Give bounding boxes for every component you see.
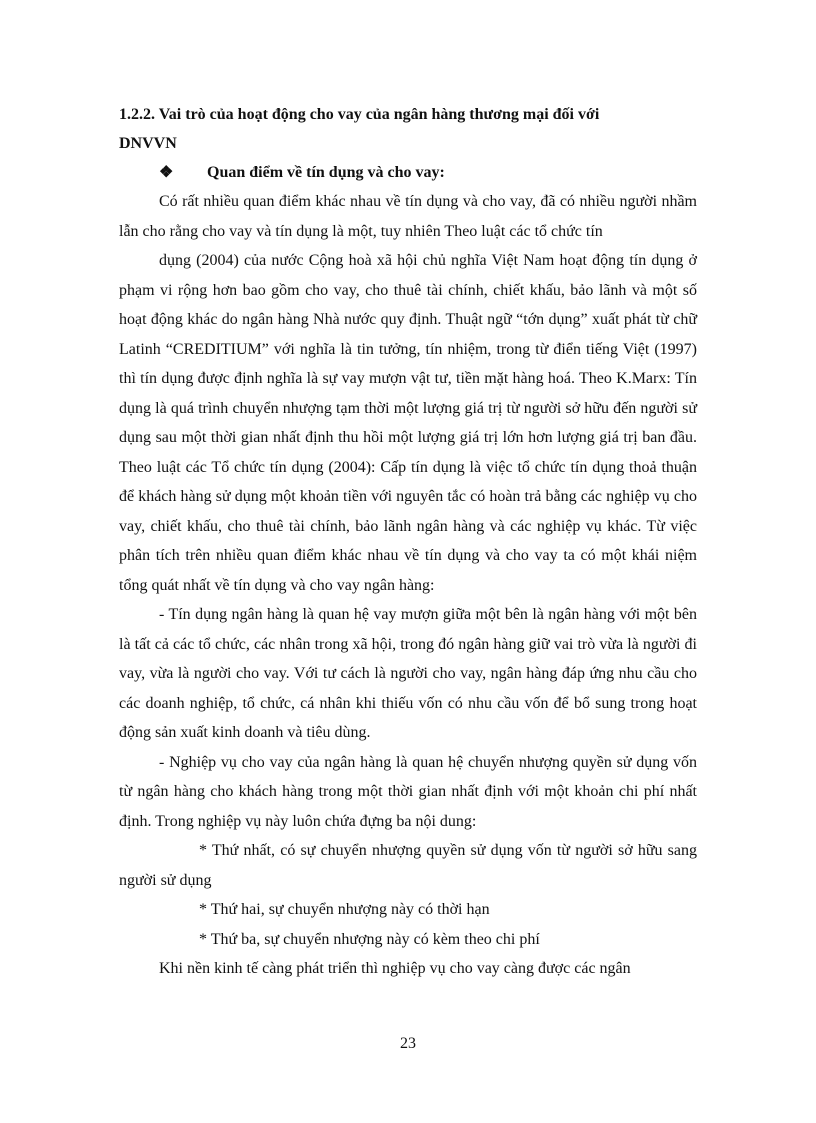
list-item-third: * Thứ ba, sự chuyển nhượng này có kèm theo chi phí bbox=[199, 930, 540, 948]
page-content bbox=[119, 100, 697, 984]
paragraph-definition: dụng (2004) của nước Cộng hoà xã hội chủ nghĩa Việt Nam hoạt động tín dụng ở phạm vi rộng hơn bao gồm cho vay, cho thuê tài chính, chiết khấu, bảo lãnh và một số hoạt động khác do ngân hàng Nhà nước quy định. Thuật ngữ “tớn dụng” xuất phát từ chữ Latinh “CREDITIUM” với nghĩa là tin tưởng, tín nhiệm, trong từ điển tiếng Việt (1997) thì tín dụng được định nghĩa là sự vay mượn vật tư, tiền mặt hàng hoá. Theo K.Marx: Tín dụng là quá trình chuyển nhượng tạm thời một lượng giá trị từ người sở hữu đến người sử dụng sau một thời gian nhất định thu hồi một lượng giá trị lớn hơn lượng giá trị ban đầu. Theo luật các Tổ chức tín dụng (2004): Cấp tín dụng là việc tổ chức tín dụng thoả thuận để khách hàng sử dụng một khoản tiền với nguyên tắc có hoàn trả bằng các nghiệp vụ cho vay, chiết khấu, cho thuê tài chính, bảo lãnh ngân hàng và các nghiệp vụ khác. Từ việc phân tích trên nhiều quan điểm khác nhau về tín dụng và cho vay ta có một khái niệm tổng quát nhất về tín dụng và cho vay ngân hàng: bbox=[119, 252, 697, 594]
section-heading-line-2: DNVVN bbox=[119, 135, 177, 152]
list-item-second: * Thứ hai, sự chuyển nhượng này có thời hạn bbox=[199, 901, 490, 918]
diamond-bullet-icon: ❖ bbox=[159, 164, 174, 181]
section-heading-line-1: 1.2.2. Vai trò của hoạt động cho vay của ngân hàng thương mại đối với bbox=[119, 106, 600, 123]
paragraph-bank-credit: - Tín dụng ngân hàng là quan hệ vay mượn giữa một bên là ngân hàng với một bên là tất cả các tổ chức, các nhân trong xã hội, trong đó ngân hàng giữ vai trò vừa là người đi vay, vừa là người cho vay. Với tư cách là người cho vay, ngân hàng đáp ứng nhu cầu cho các doanh nghiệp, tổ chức, cá nhân khi thiếu vốn có nhu cầu vốn để bổ sung trong hoạt động sản xuất kinh doanh và tiêu dùng. bbox=[119, 606, 697, 741]
paragraph-lending-operation: - Nghiệp vụ cho vay của ngân hàng là quan hệ chuyển nhượng quyền sử dụng vốn từ ngân hàng cho khách hàng trong một thời gian nhất định với một khoản chi phí nhất định. Trong nghiệp vụ này luôn chứa đựng ba nội dung: bbox=[119, 753, 697, 830]
subheading bbox=[119, 158, 697, 187]
section-heading bbox=[119, 100, 697, 158]
list-item-first: * Thứ nhất, có sự chuyển nhượng quyền sử dụng vốn từ người sở hữu sang người sử dụng bbox=[119, 842, 697, 889]
paragraph-closing: Khi nền kinh tế càng phát triển thì nghiệp vụ cho vay càng được các ngân bbox=[159, 960, 631, 977]
paragraph-intro: Có rất nhiều quan điểm khác nhau về tín dụng và cho vay, đã có nhiều người nhầm lẫn cho rằng cho vay và tín dụng là một, tuy nhiên Theo luật các tổ chức tín bbox=[119, 193, 697, 240]
subheading-text: Quan điểm về tín dụng và cho vay: bbox=[207, 164, 445, 181]
page-number: 23 bbox=[400, 1035, 416, 1052]
